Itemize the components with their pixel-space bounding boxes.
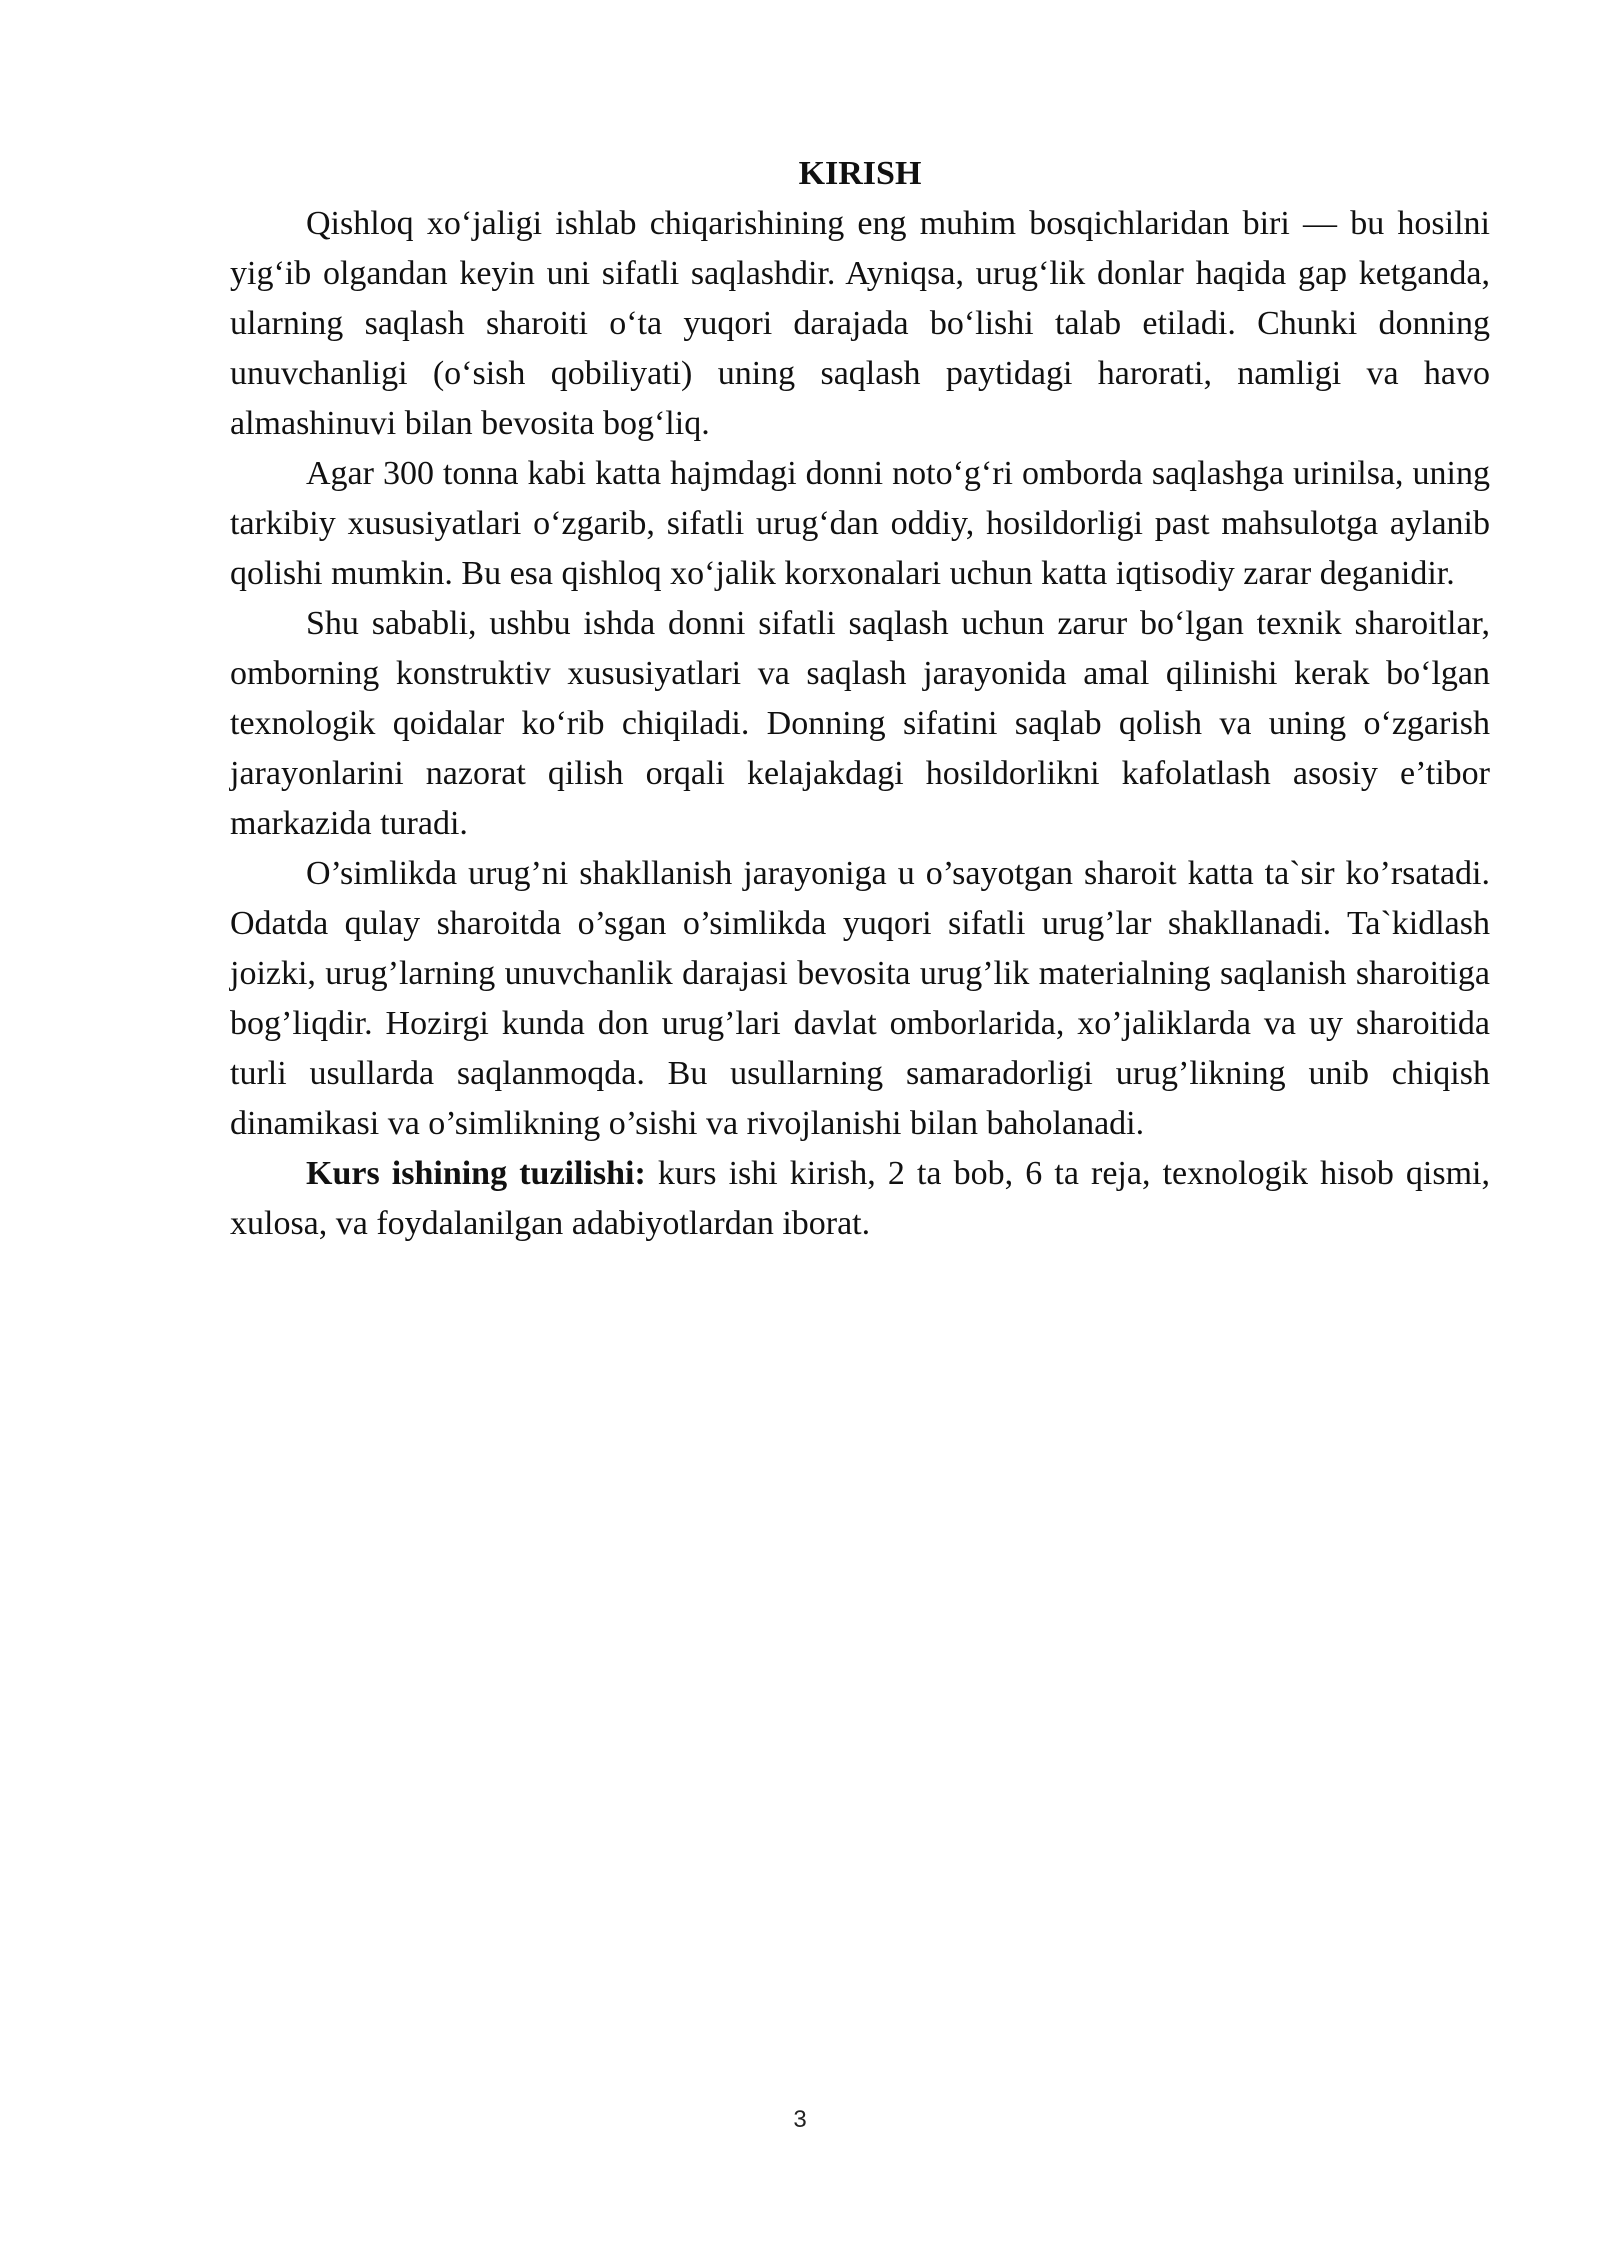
paragraph-3: Shu sababli, ushbu ishda donni sifatli saqlash uchun zarur bo‘lgan texnik sharoitlar, omborning konstruktiv xususiyatlari va saqlash jarayonida amal qilinishi kerak bo‘lgan texnologik qoidalar ko‘rib chiqiladi. Donning sifatini saqlab qolish va uning o‘zgarish jarayonlarini nazorat qilish orqali kelajakdagi hosildorlikni kafolatlash asosiy e’tibor markazida turadi.	[230, 605, 1490, 842]
paragraph-structure	[230, 1149, 1490, 1249]
structure-label: Kurs ishining tuzilishi:	[306, 1155, 646, 1192]
page-number: 3	[793, 2106, 807, 2133]
paragraph-2: Agar 300 tonna kabi katta hajmdagi donni noto‘g‘ri omborda saqlashga urinilsa, uning tarkibiy xususiyatlari o‘zgarib, sifatli urug‘dan oddiy, hosildorligi past mahsulotga aylanib qolishi mumkin. Bu esa qishloq xo‘jalik korxonalari uchun katta iqtisodiy zarar deganidir.	[230, 455, 1490, 592]
page-content	[230, 150, 1490, 1249]
structure-text: kurs ishi kirish, 2 ta bob, 6 ta reja, texnologik hisob qismi, xulosa, va foydalanilgan adabiyotlardan iborat.	[230, 1155, 1491, 1242]
paragraph-1: Qishloq xo‘jaligi ishlab chiqarishining eng muhim bosqichlaridan biri — bu hosilni yig‘ib olgandan keyin uni sifatli saqlashdir. Ayniqsa, urug‘lik donlar haqida gap ketganda, ularning saqlash sharoiti o‘ta yuqori darajada bo‘lishi talab etiladi. Chunki donning unuvchanligi (o‘sish qobiliyati) uning saqlash paytidagi harorati, namligi va havo almashinuvi bilan bevosita bog‘liq.	[230, 205, 1490, 442]
section-heading: KIRISH	[798, 155, 922, 192]
paragraph-4: O’simlikda urug’ni shakllanish jarayoniga u o’sayotgan sharoit katta ta`sir ko’rsatadi. Odatda qulay sharoitda o’sgan o’simlikda yuqori sifatli urug’lar shakllanadi. Ta`kidlash joizki, urug’larning unuvchanlik darajasi bevosita urug’lik materialning saqlanish sharoitiga bog’liqdir. Hozirgi kunda don urug’lari davlat omborlarida, xo’jaliklarda va uy sharoitida turli usullarda saqlanmoqda. Bu usullarning samaradorligi urug’likning unib chiqish dinamikasi va o’simlikning o’sishi va rivojlanishi bilan baholanadi.	[230, 855, 1490, 1142]
